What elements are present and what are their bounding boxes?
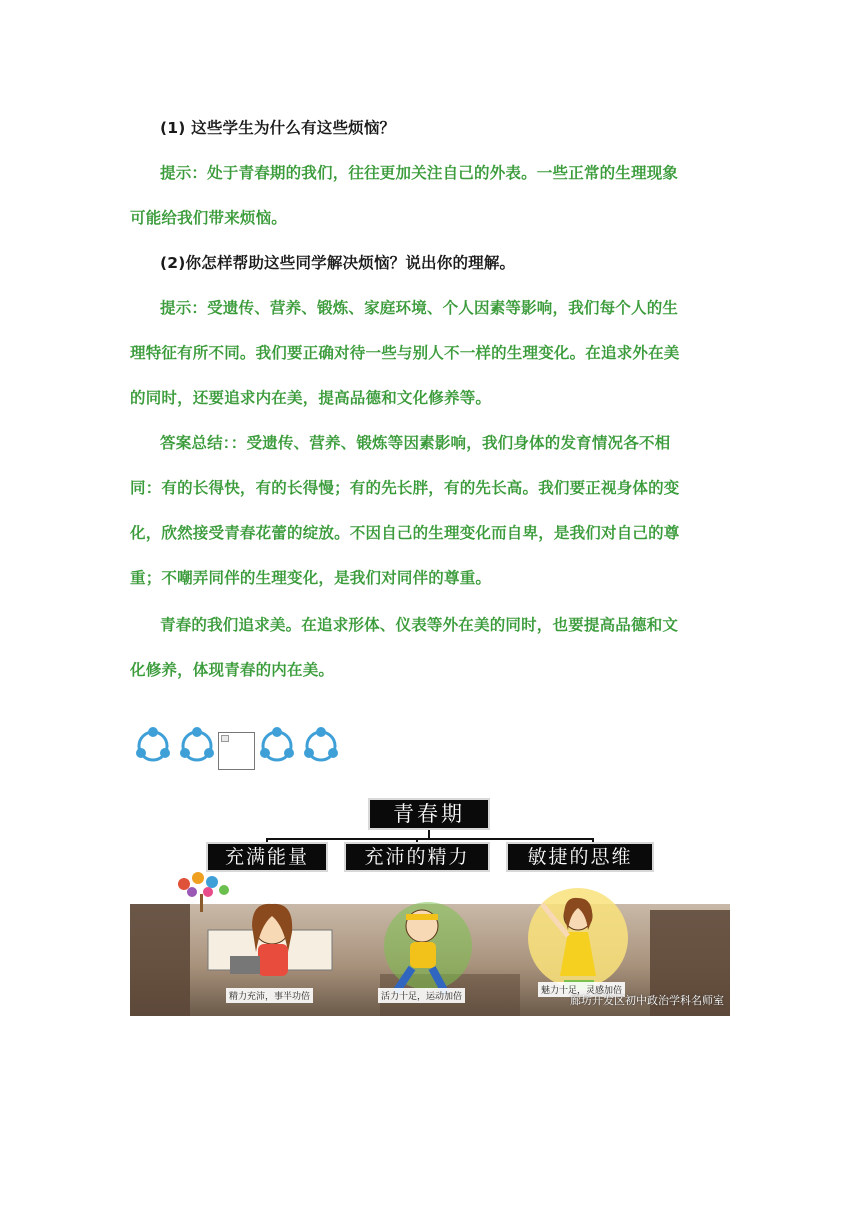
adolescence-banner-image [130, 792, 730, 1016]
answer-summary-line-3: 化，欣然接受青春花蕾的绽放。不因自己的生理变化而自卑，是我们对自己的尊 [130, 524, 680, 542]
watermark: 廊坊开发区初中政治学科名师室 [570, 994, 724, 1007]
answer-summary-line-4: 重；不嘲弄同伴的生理变化，是我们对同伴的尊重。 [130, 569, 492, 587]
conclusion-line-2: 化修养，体现青春的内在美。 [130, 661, 335, 679]
branch-thinking: 敏捷的思维 [506, 842, 654, 872]
hint-2-line-1: 提示：受遗传、营养、锻炼、家庭环境、个人因素等影响，我们每个人的生 [160, 299, 679, 317]
answer-summary-line-2: 同：有的长得快，有的长得慢；有的先长胖，有的先长高。我们要正视身体的变 [130, 479, 680, 497]
hint-2-line-3: 的同时，还要追求内在美，提高品德和文化修养等。 [130, 389, 492, 407]
broken-image-icon [218, 732, 255, 770]
caption-thinking: 魅力十足，灵感加倍 [538, 982, 625, 997]
share-icon[interactable] [257, 726, 297, 766]
conclusion-line-1: 青春的我们追求美。在追求形体、仪表等外在美的同时，也要提高品德和文 [160, 616, 679, 634]
hint-1-line-2: 可能给我们带来烦恼。 [130, 209, 288, 227]
hint-1-line-1: 提示：处于青春期的我们，往往更加关注自己的外表。一些正常的生理现象 [160, 164, 679, 182]
hint-2-line-2: 理特征有所不同。我们要正确对待一些与别人不一样的生理变化。在追求外在美 [130, 344, 680, 362]
branch-vigor: 充沛的精力 [344, 842, 490, 872]
caption-energy: 精力充沛，事半功倍 [226, 988, 313, 1003]
share-icon[interactable] [133, 726, 173, 766]
banner-title: 青春期 [368, 798, 490, 830]
share-icon[interactable] [177, 726, 217, 766]
share-icon[interactable] [301, 726, 341, 766]
answer-summary-line-1: 答案总结：：受遗传、营养、锻炼等因素影响，我们身体的发育情况各不相 [160, 434, 671, 452]
branch-energy: 充满能量 [206, 842, 328, 872]
question-1: (1) 这些学生为什么有这些烦恼？ [160, 119, 396, 137]
caption-vigor: 活力十足，运动加倍 [378, 988, 465, 1003]
question-2: (2)你怎样帮助这些同学解决烦恼？说出你的理解。 [160, 254, 516, 272]
